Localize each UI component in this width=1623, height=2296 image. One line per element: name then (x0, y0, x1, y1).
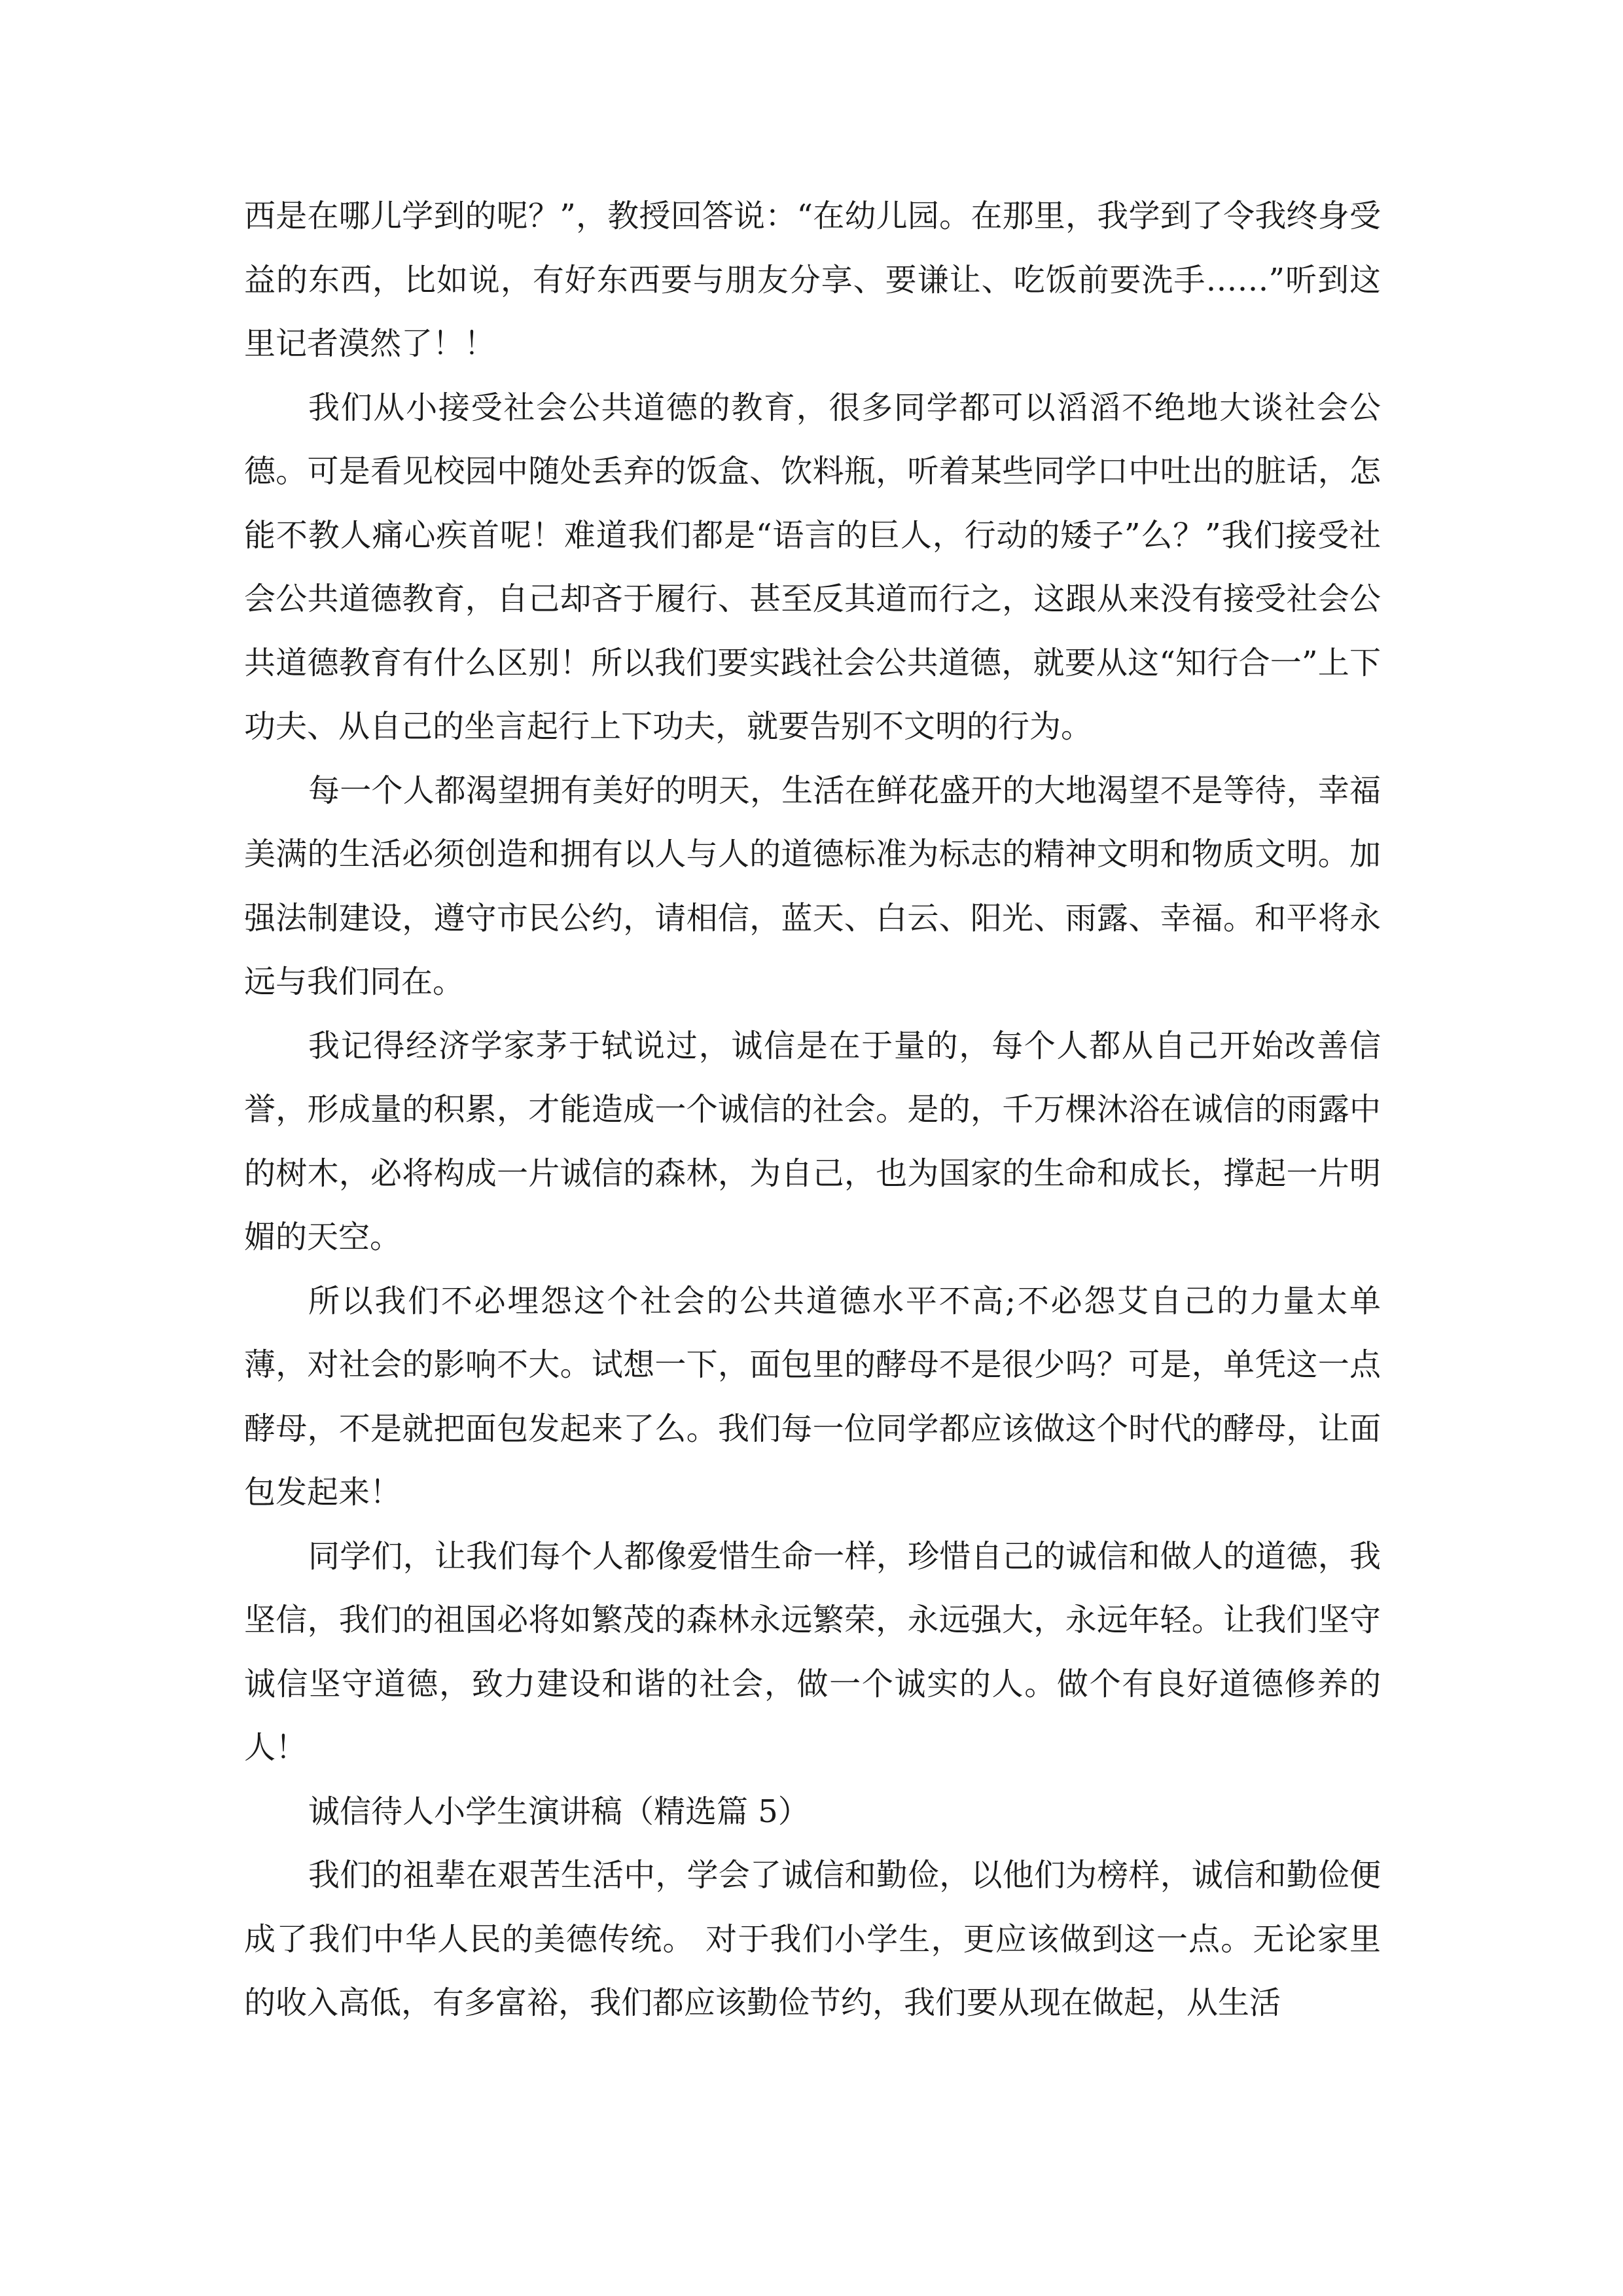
paragraph-6: 同学们，让我们每个人都像爱惜生命一样，珍惜自己的诚信和做人的道德，我坚信，我们的祖国必将如繁茂的森林永远繁荣，永远强大，永远年轻。让我们坚守诚信坚守道德，致力建设和谐的社会，做一个诚实的人。做个有良好道德修养的人！ (244, 1537, 1381, 1766)
section-heading: 诚信待人小学生演讲稿（精选篇 5） (308, 1793, 810, 1830)
paragraph-4: 我记得经济学家茅于轼说过，诚信是在于量的，每个人都从自己开始改善信誉，形成量的积累，才能造成一个诚信的社会。是的，千万棵沐浴在诚信的雨露中的树木，必将构成一片诚信的森林，为自己，也为国家的生命和成长，撑起一片明媚的天空。 (244, 1027, 1381, 1255)
paragraph-7: 我们的祖辈在艰苦生活中，学会了诚信和勤俭，以他们为榜样，诚信和勤俭便成了我们中华人民的美德传统。 对于我们小学生，更应该做到这一点。无论家里的收入高低，有多富裕，我们都应该勤俭节约，我们要从现在做起，从生活 (244, 1857, 1381, 2021)
paragraph-2: 我们从小接受社会公共道德的教育，很多同学都可以滔滔不绝地大谈社会公德。可是看见校园中随处丢弃的饭盒、饮料瓶，听着某些同学口中吐出的脏话，怎能不教人痛心疾首呢！难道我们都是“语言的巨人，行动的矮子”么？”我们接受社会公共道德教育，自己却吝于履行、甚至反其道而行之，这跟从来没有接受社会公共道德教育有什么区别！所以我们要实践社会公共道德，就要从这“知行合一”上下功夫、从自己的坐言起行上下功夫，就要告别不文明的行为。 (244, 389, 1381, 745)
paragraph-5: 所以我们不必埋怨这个社会的公共道德水平不高;不必怨艾自己的力量太单薄，对社会的影响不大。试想一下，面包里的酵母不是很少吗？可是，单凭这一点酵母，不是就把面包发起来了么。我们每一位同学都应该做这个时代的酵母，让面包发起来！ (244, 1282, 1381, 1511)
paragraph-1: 西是在哪儿学到的呢？”，教授回答说：“在幼儿园。在那里，我学到了令我终身受益的东西，比如说，有好东西要与朋友分享、要谦让、吃饭前要洗手……”听到这里记者漠然了！！ (244, 198, 1381, 362)
document-page (244, 185, 1381, 2036)
paragraph-3: 每一个人都渴望拥有美好的明天，生活在鲜花盛开的大地渴望不是等待，幸福美满的生活必须创造和拥有以人与人的道德标准为标志的精神文明和物质文明。加强法制建设，遵守市民公约，请相信，蓝天、白云、阳光、雨露、幸福。和平将永远与我们同在。 (244, 772, 1381, 1000)
